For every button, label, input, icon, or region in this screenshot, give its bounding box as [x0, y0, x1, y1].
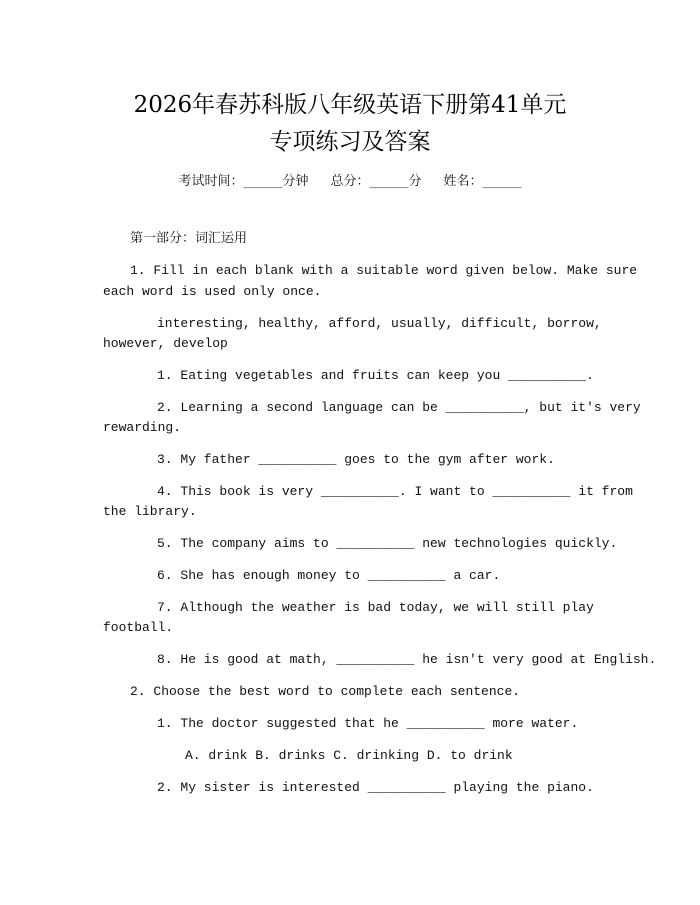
student-name-label: 姓名：______	[443, 174, 522, 189]
q1-item-2: 2. Learning a second language can be __________, but it's very	[157, 400, 641, 415]
exam-meta	[0, 170, 700, 189]
q1-item-5: 5. The company aims to __________ new technologies quickly.	[157, 536, 618, 551]
q1-item-6: 6. She has enough money to __________ a car.	[157, 568, 501, 583]
word-bank-line2: however, develop	[103, 336, 228, 351]
q1-item-1: 1. Eating vegetables and fruits can keep you __________.	[157, 368, 594, 383]
q1-item-2-cont: rewarding.	[103, 420, 182, 435]
exam-time-label: 考试时间：______分钟	[178, 174, 309, 189]
q1-instruction-line1: 1. Fill in each blank with a suitable word given below. Make sure	[130, 263, 638, 278]
q1-item-4-cont: the library.	[103, 504, 197, 519]
q1-item-8: 8. He is good at math, __________ he isn't very good at English.	[157, 652, 657, 667]
word-bank-line1: interesting, healthy, afford, usually, difficult, borrow,	[157, 316, 602, 331]
part1-heading: 第一部分：词汇运用	[130, 231, 248, 246]
q2-item-1-options: A. drink B. drinks C. drinking D. to drink	[185, 748, 513, 763]
document-title-line1: 2026年春苏科版八年级英语下册第41单元	[133, 92, 567, 118]
q1-item-7: 7. Although the weather is bad today, we will still play	[157, 600, 594, 615]
q1-item-4: 4. This book is very __________. I want to __________ it from	[157, 484, 633, 499]
q2-item-1: 1. The doctor suggested that he __________ more water.	[157, 716, 579, 731]
total-score-label: 总分：______分	[330, 174, 422, 189]
q1-item-3: 3. My father __________ goes to the gym after work.	[157, 452, 555, 467]
q1-item-7-cont: football.	[103, 620, 174, 635]
document-title-line2: 专项练习及答案	[269, 129, 431, 155]
q2-instruction: 2. Choose the best word to complete each sentence.	[130, 684, 521, 699]
q1-instruction-line2: each word is used only once.	[103, 284, 322, 299]
q2-item-2: 2. My sister is interested __________ playing the piano.	[157, 780, 594, 795]
